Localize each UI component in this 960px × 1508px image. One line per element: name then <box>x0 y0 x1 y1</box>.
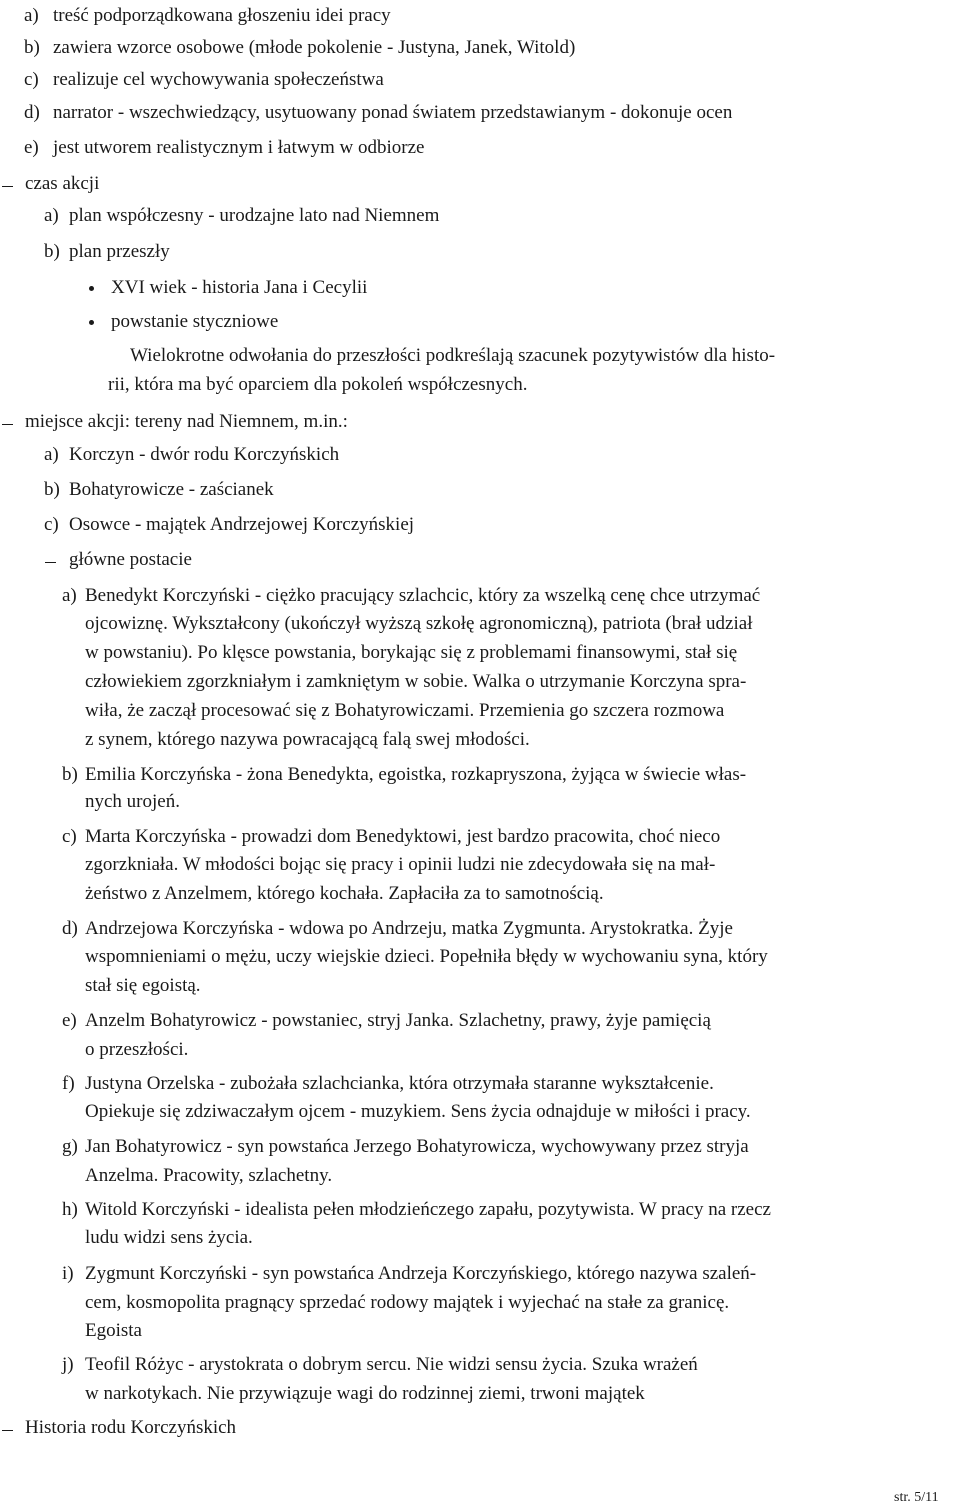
character-line: w powstaniu). Po klęsce powstania, borykając się z problemami finansowymi, stał się <box>85 642 738 663</box>
list-marker: b) <box>62 764 78 785</box>
character-line: nych urojeń. <box>85 791 180 812</box>
list-marker: a) <box>44 444 59 465</box>
list-marker: c) <box>44 514 59 535</box>
list-marker: b) <box>44 479 60 500</box>
bullet-icon <box>89 286 94 291</box>
section-heading: Historia rodu Korczyńskich <box>25 1417 237 1438</box>
list-item-text: zawiera wzorce osobowe (młode pokolenie - Justyna, Janek, Witold) <box>53 37 576 58</box>
character-line: Opiekuje się zdziwaczałym ojcem - muzykiem. Sens życia odnajduje w miłości i pracy. <box>85 1101 751 1122</box>
list-marker: d) <box>62 918 78 939</box>
character-line: ojcowiznę. Wykształcony (ukończył wyższą szkołę agronomiczną), patriota (brał udział <box>85 613 753 634</box>
character-line: Zygmunt Korczyński - syn powstańca Andrzeja Korczyńskiego, którego nazywa szaleń- <box>85 1263 757 1284</box>
list-item-text: plan przeszły <box>69 241 170 262</box>
character-line: człowiekiem zgorzkniałym i zamkniętym w sobie. Walka o utrzymanie Korczyna spra- <box>85 671 747 692</box>
character-line: w narkotykach. Nie przywiązuje wagi do rodzinnej ziemi, trwoni majątek <box>85 1383 645 1404</box>
character-line: Teofil Różyc - arystokrata o dobrym sercu. Nie widzi sensu życia. Szuka wrażeń <box>85 1354 698 1375</box>
list-marker: d) <box>24 102 40 123</box>
list-item-text: Osowce - majątek Andrzejowej Korczyńskiej <box>69 514 415 535</box>
dash-bullet-icon <box>2 424 13 425</box>
dash-bullet-icon <box>2 186 13 187</box>
list-marker: e) <box>24 137 39 158</box>
list-marker: a) <box>24 5 39 26</box>
section-heading: czas akcji <box>25 173 100 194</box>
list-item-text: realizuje cel wychowywania społeczeństwa <box>53 69 384 90</box>
bullet-icon <box>89 320 94 325</box>
character-line: Marta Korczyńska - prowadzi dom Benedyktowi, jest bardzo pracowita, choć nieco <box>85 826 721 847</box>
list-marker: a) <box>44 205 59 226</box>
dash-bullet-icon <box>45 562 56 563</box>
character-line: cem, kosmopolita pragnący sprzedać rodowy majątek i wyjechać na stałe za granicę. <box>85 1292 730 1313</box>
list-marker: a) <box>62 585 77 606</box>
character-line: stał się egoistą. <box>85 975 201 996</box>
list-marker: i) <box>62 1263 74 1284</box>
section-heading: miejsce akcji: tereny nad Niemnem, m.in.: <box>25 411 348 432</box>
note-text: rii, która ma być oparciem dla pokoleń współczesnych. <box>108 374 528 395</box>
list-marker: b) <box>24 37 40 58</box>
character-line: Anzelm Bohatyrowicz - powstaniec, stryj Janka. Szlachetny, prawy, żyje pamięcią <box>85 1010 711 1031</box>
character-line: wspomnieniami o mężu, uczy wiejskie dzieci. Popełniła błędy w wychowaniu syna, który <box>85 946 768 967</box>
list-marker: f) <box>62 1073 75 1094</box>
character-line: żeństwo z Anzelmem, którego kochała. Zapłaciła za to samotnością. <box>85 883 604 904</box>
character-line: Egoista <box>85 1320 142 1341</box>
character-line: Witold Korczyński - idealista pełen młodzieńczego zapału, pozytywista. W pracy na rzecz <box>85 1199 771 1220</box>
list-marker: j) <box>62 1354 74 1375</box>
character-line: Justyna Orzelska - zubożała szlachcianka, która otrzymała staranne wykształcenie. <box>85 1073 714 1094</box>
list-item-text: plan współczesny - urodzajne lato nad Niemnem <box>69 205 440 226</box>
note-text: Wielokrotne odwołania do przeszłości podkreślają szacunek pozytywistów dla histo- <box>130 345 776 366</box>
character-line: Andrzejowa Korczyńska - wdowa po Andrzeju, matka Zygmunta. Arystokratka. Żyje <box>85 918 733 939</box>
page-number: str. 5/11 <box>894 1490 939 1505</box>
section-heading: główne postacie <box>69 549 192 570</box>
character-line: ludu widzi sens życia. <box>85 1227 253 1248</box>
character-line: Anzelma. Pracowity, szlachetny. <box>85 1165 333 1186</box>
list-item-text: Korczyn - dwór rodu Korczyńskich <box>69 444 340 465</box>
character-line: zgorzkniała. W młodości bojąc się pracy i opinii ludzi nie zdecydowała się na mał- <box>85 854 716 875</box>
list-item-text: narrator - wszechwiedzący, usytuowany ponad światem przedstawianym - dokonuje ocen <box>53 102 733 123</box>
list-marker: c) <box>62 826 77 847</box>
dash-bullet-icon <box>2 1430 13 1431</box>
character-line: Emilia Korczyńska - żona Benedykta, egoistka, rozkapryszona, żyjąca w świecie włas- <box>85 764 747 785</box>
character-line: wiła, że zaczął procesować się z Bohatyrowiczami. Przemienia go szczera rozmowa <box>85 700 725 721</box>
character-line: Benedykt Korczyński - ciężko pracujący szlachcic, który za wszelką cenę chce utrzymać <box>85 585 761 606</box>
list-marker: c) <box>24 69 39 90</box>
list-item-text: Bohatyrowicze - zaścianek <box>69 479 274 500</box>
bullet-item-text: XVI wiek - historia Jana i Cecylii <box>111 277 368 298</box>
list-item-text: jest utworem realistycznym i łatwym w odbiorze <box>53 137 425 158</box>
list-item-text: treść podporządkowana głoszeniu idei pracy <box>53 5 391 26</box>
bullet-item-text: powstanie styczniowe <box>111 311 279 332</box>
character-line: o przeszłości. <box>85 1039 189 1060</box>
list-marker: h) <box>62 1199 78 1220</box>
list-marker: e) <box>62 1010 77 1031</box>
character-line: Jan Bohatyrowicz - syn powstańca Jerzego Bohatyrowicza, wychowywany przez stryja <box>85 1136 749 1157</box>
list-marker: b) <box>44 241 60 262</box>
list-marker: g) <box>62 1136 78 1157</box>
character-line: z synem, którego nazywa powracającą falą swej młodości. <box>85 729 530 750</box>
